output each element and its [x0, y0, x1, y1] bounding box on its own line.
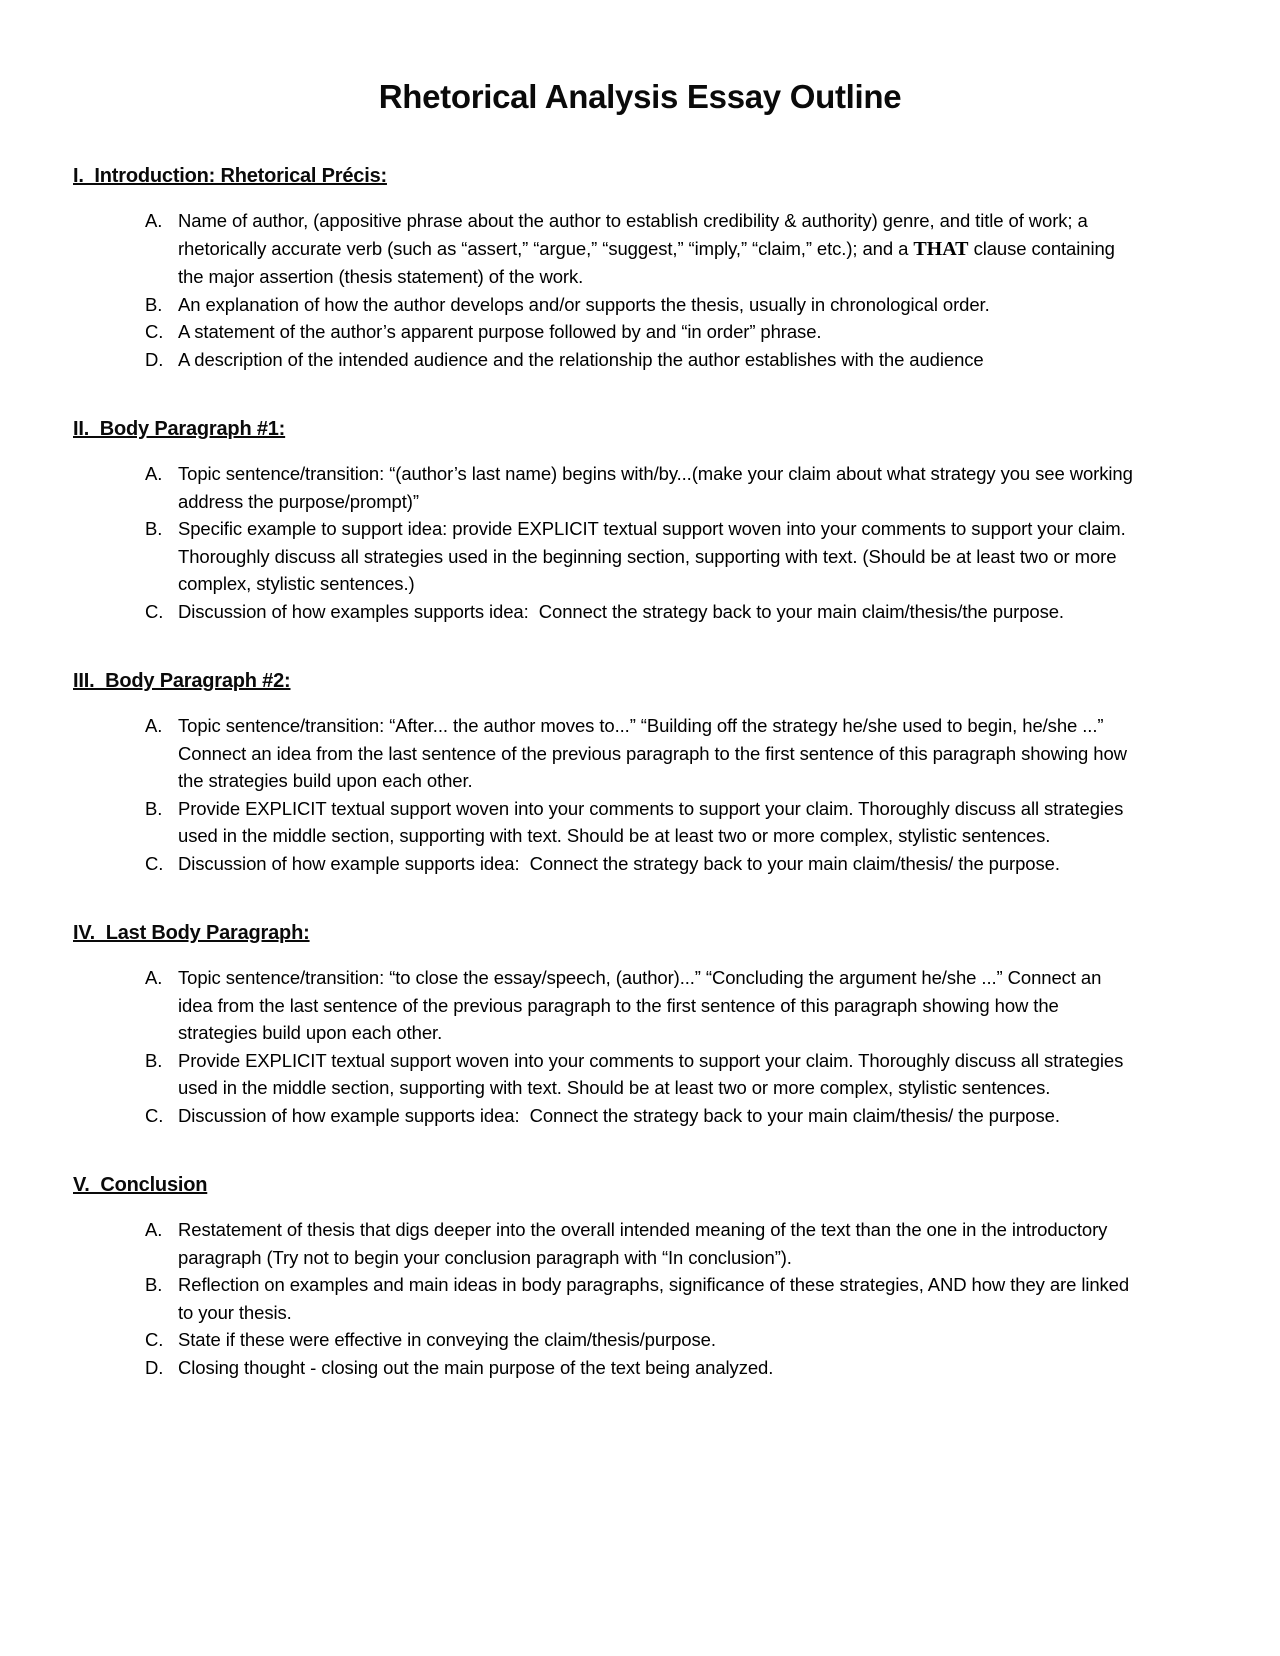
outline-sections: [73, 165, 1207, 1381]
item-label: B.: [145, 518, 163, 539]
list-item: [73, 1326, 1207, 1354]
text-segment: Discussion of how example supports idea: Connect the strategy back to your main claim/thesis/ the purpose.: [178, 1104, 1060, 1126]
item-text: [178, 964, 1136, 1047]
text-segment: THAT: [913, 237, 969, 260]
text-segment: An explanation of how the author develops and/or supports the thesis, usually in chronological order.: [178, 293, 990, 315]
text-segment: Topic sentence/transition: “to close the essay/speech, (author)...” “Concluding the argument he/she ...” Connect an idea from the last sentence of the previous paragraph to the first sentence of this paragraph showing how the strategies build upon each other.: [178, 967, 1107, 1043]
section-heading: V. Conclusion: [73, 1174, 208, 1196]
text-segment: A description of the intended audience and the relationship the author establishes with the audience: [178, 348, 984, 370]
outline-section-1: [73, 165, 1207, 373]
item-text: [178, 1216, 1136, 1271]
list-item: [73, 795, 1207, 850]
item-label: A.: [145, 210, 163, 231]
item-label: C.: [145, 321, 164, 342]
item-list: [73, 964, 1207, 1129]
item-list: [73, 207, 1207, 373]
item-label: B.: [145, 1049, 163, 1071]
section-heading: III. Body Paragraph #2:: [73, 670, 291, 692]
item-text: [178, 712, 1136, 795]
list-item: [73, 1354, 1207, 1382]
item-list: [73, 460, 1207, 625]
text-segment: Discussion of how examples supports idea: Connect the strategy back to your main claim/thesis/the purpose.: [178, 600, 1064, 622]
text-segment: A statement of the author’s apparent purpose followed by and “in order” phrase.: [178, 321, 822, 342]
text-segment: Restatement of thesis that digs deeper into the overall intended meaning of the text than the one in the introductory paragraph (Try not to begin your conclusion paragraph with “In conclusion”).: [178, 1219, 1113, 1268]
item-text: [178, 460, 1136, 515]
list-item: [73, 515, 1207, 598]
list-item: [73, 850, 1207, 878]
item-text: [178, 1047, 1136, 1102]
item-list: [73, 1216, 1207, 1381]
section-heading: II. Body Paragraph #1:: [73, 418, 286, 440]
text-segment: Topic sentence/transition: “(author’s last name) begins with/by...(make your claim about what strategy you see working address the purpose/prompt)”: [178, 463, 1138, 512]
item-label: B.: [145, 293, 163, 315]
item-text: [178, 346, 1136, 374]
item-text: [178, 515, 1136, 598]
text-segment: Name of author, (appositive phrase about the author to establish credibility & authority) genre, and title of work; a rhetorically accurate verb (such as “assert,” “argue,” “suggest,” “imply,” “claim,” etc.); and a: [178, 210, 1093, 259]
text-segment: Provide EXPLICIT textual support woven into your comments to support your claim. Thoroughly discuss all strategies used in the middle section, supporting with text. Should be at least two or more complex, stylistic sentences.: [178, 797, 1129, 846]
text-segment: clause containing the major assertion (thesis statement) of the work.: [178, 237, 1120, 287]
item-text: [178, 1326, 1136, 1354]
item-label: B.: [145, 1274, 163, 1295]
text-segment: Topic sentence/transition: “After... the author moves to...” “Building off the strategy he/she used to begin, he/she ...” Connect an idea from the last sentence of the previous paragraph to the first sentence of this paragraph showing how the strategies build upon each other.: [178, 715, 1132, 791]
item-text: [178, 1271, 1136, 1326]
list-item: [73, 346, 1207, 374]
item-text: [178, 795, 1136, 850]
list-item: [73, 598, 1207, 626]
list-item: [73, 1047, 1207, 1102]
outline-section-2: [73, 418, 1207, 625]
item-text: [178, 291, 1136, 319]
item-label: C.: [145, 852, 164, 874]
item-text: [178, 207, 1136, 291]
item-text: [178, 850, 1136, 878]
list-item: [73, 318, 1207, 346]
list-item: [73, 1216, 1207, 1271]
list-item: [73, 964, 1207, 1047]
item-label: C.: [145, 600, 164, 622]
item-label: C.: [145, 1104, 164, 1126]
text-segment: Specific example to support idea: provide EXPLICIT textual support woven into your comments to support your claim. Thoroughly discuss all strategies used in the beginning section, supporting with text. (Should be at least two or more complex, stylistic sentences.): [178, 518, 1131, 594]
text-segment: Closing thought - closing out the main purpose of the text being analyzed.: [178, 1356, 774, 1378]
section-heading: IV. Last Body Paragraph:: [73, 922, 310, 944]
list-item: [73, 1271, 1207, 1326]
outline-section-3: [73, 670, 1207, 877]
item-label: B.: [145, 797, 163, 819]
list-item: [73, 712, 1207, 795]
outline-section-5: [73, 1174, 1207, 1381]
item-label: A.: [145, 715, 163, 736]
item-label: A.: [145, 1219, 163, 1240]
text-segment: Provide EXPLICIT textual support woven into your comments to support your claim. Thoroughly discuss all strategies used in the middle section, supporting with text. Should be at least two or more complex, stylistic sentences.: [178, 1049, 1129, 1098]
text-segment: State if these were effective in conveying the claim/thesis/purpose.: [178, 1329, 716, 1350]
text-segment: Discussion of how example supports idea: Connect the strategy back to your main claim/thesis/ the purpose.: [178, 852, 1060, 874]
list-item: [73, 460, 1207, 515]
item-label: A.: [145, 463, 163, 484]
text-segment: Reflection on examples and main ideas in body paragraphs, significance of these strategies, AND how they are linked to your thesis.: [178, 1274, 1135, 1323]
item-text: [178, 318, 1136, 346]
list-item: [73, 1102, 1207, 1130]
item-label: A.: [145, 967, 163, 988]
item-text: [178, 598, 1136, 626]
item-label: D.: [145, 1356, 164, 1378]
section-heading: I. Introduction: Rhetorical Précis:: [73, 165, 387, 187]
item-label: D.: [145, 348, 164, 370]
list-item: [73, 291, 1207, 319]
item-text: [178, 1354, 1136, 1382]
outline-section-4: [73, 922, 1207, 1129]
item-label: C.: [145, 1329, 164, 1350]
list-item: [73, 207, 1207, 291]
item-list: [73, 712, 1207, 877]
page-title: Rhetorical Analysis Essay Outline: [378, 78, 902, 115]
item-text: [178, 1102, 1136, 1130]
